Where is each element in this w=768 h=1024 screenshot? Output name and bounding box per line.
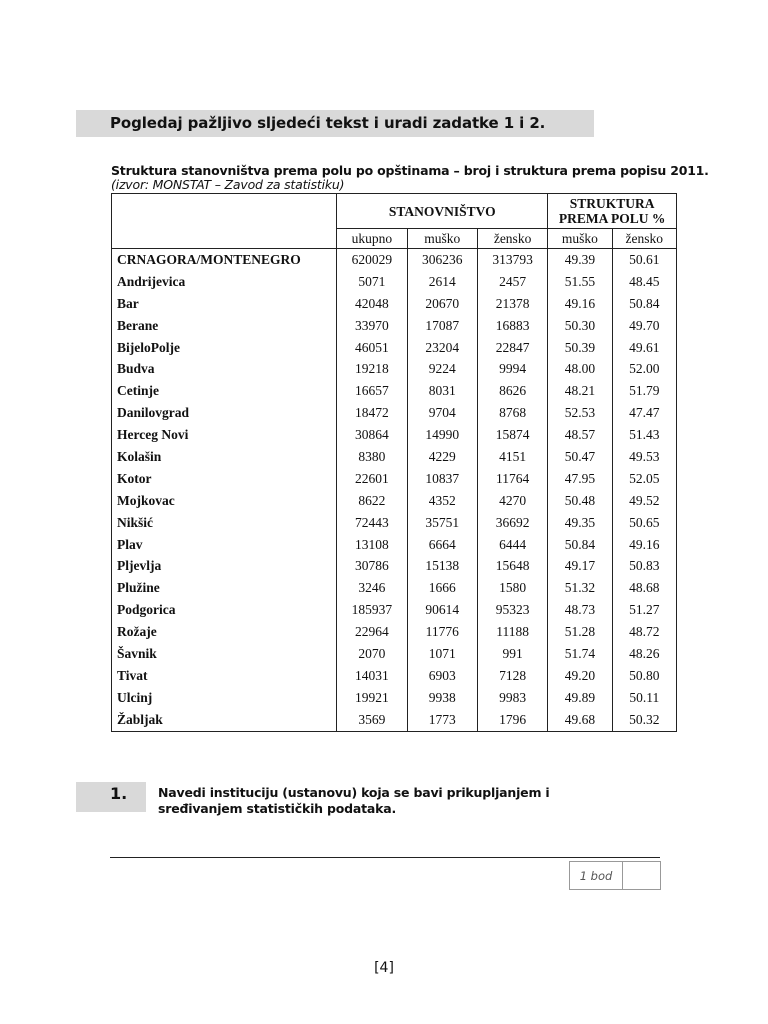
table-cell: 36692 [477,512,547,534]
table-cell: 49.35 [548,512,612,534]
table-cell: 1580 [477,577,547,599]
table-cell: 48.68 [612,577,676,599]
subheader-male-pct: muško [548,229,612,249]
table-body [112,249,677,732]
table-cell: 15138 [407,555,477,577]
table-row [112,468,677,490]
table-cell: 8031 [407,380,477,402]
table-source: (izvor: MONSTAT – Zavod za statistiku) [111,177,345,192]
answer-line[interactable] [110,857,660,858]
table-cell: 23204 [407,337,477,359]
table-cell: 52.05 [612,468,676,490]
table-cell: 47.47 [612,402,676,424]
table-cell: 6444 [477,534,547,556]
subheader-male: muško [407,229,477,249]
table-cell: 19921 [337,687,407,709]
table-cell: 6664 [407,534,477,556]
table-cell: 18472 [337,402,407,424]
table-row [112,380,677,402]
table-cell: 15648 [477,555,547,577]
table-cell: 42048 [337,293,407,315]
table-cell: 52.00 [612,358,676,380]
municipality-name: Danilovgrad [112,402,337,424]
table-row [112,358,677,380]
table-cell: 22847 [477,337,547,359]
table-cell: 17087 [407,315,477,337]
table-cell: 8768 [477,402,547,424]
table-cell: 19218 [337,358,407,380]
table-cell: 49.61 [612,337,676,359]
table-caption: Struktura stanovništva prema polu po opštinama – broj i struktura prema popisu 2011. [111,163,709,178]
table-row [112,599,677,621]
table-cell: 49.70 [612,315,676,337]
municipality-name: Pljevlja [112,555,337,577]
table-row [112,271,677,293]
subheader-total: ukupno [337,229,407,249]
municipality-name: Berane [112,315,337,337]
table-cell: 50.65 [612,512,676,534]
points-label: 1 bod [570,862,623,889]
group-header-population: STANOVNIŠTVO [337,194,548,229]
municipality-name: Bar [112,293,337,315]
table-row [112,643,677,665]
table-cell: 49.17 [548,555,612,577]
table-cell: 52.53 [548,402,612,424]
table-cell: 1773 [407,709,477,731]
instruction-banner [76,110,594,137]
municipality-name: Plužine [112,577,337,599]
page-number: [4] [374,960,394,976]
points-box [569,861,661,890]
table-cell: 50.48 [548,490,612,512]
municipality-name: Nikšić [112,512,337,534]
table-cell: 50.39 [548,337,612,359]
table-cell: 991 [477,643,547,665]
table-cell: 2457 [477,271,547,293]
table-cell: 49.53 [612,446,676,468]
table-cell: 11776 [407,621,477,643]
table-cell: 7128 [477,665,547,687]
table-cell: 95323 [477,599,547,621]
table-cell: 1796 [477,709,547,731]
table-cell: 4270 [477,490,547,512]
table-cell: 50.11 [612,687,676,709]
table-cell: 185937 [337,599,407,621]
table-cell: 4151 [477,446,547,468]
table-cell: 313793 [477,249,547,271]
municipality-name: Ulcinj [112,687,337,709]
table-row [112,577,677,599]
table-cell: 48.21 [548,380,612,402]
table-cell: 72443 [337,512,407,534]
municipality-name: Podgorica [112,599,337,621]
table-cell: 51.43 [612,424,676,446]
municipality-name: Šavnik [112,643,337,665]
table-cell: 4352 [407,490,477,512]
table-cell: 9704 [407,402,477,424]
municipality-name: Žabljak [112,709,337,731]
instruction-text: Pogledaj pažljivo sljedeći tekst i uradi zadatke 1 i 2. [110,114,546,132]
table-cell: 51.79 [612,380,676,402]
table-row [112,709,677,731]
question-number-box [76,782,146,812]
table-cell: 14031 [337,665,407,687]
question-number: 1. [110,784,128,803]
table-cell: 51.74 [548,643,612,665]
table-cell: 30786 [337,555,407,577]
municipality-name: Rožaje [112,621,337,643]
table-cell: 21378 [477,293,547,315]
table-row [112,446,677,468]
table-cell: 30864 [337,424,407,446]
table-cell: 47.95 [548,468,612,490]
table-cell: 5071 [337,271,407,293]
table-row [112,534,677,556]
table-cell: 48.45 [612,271,676,293]
table-cell: 9983 [477,687,547,709]
table-cell: 8622 [337,490,407,512]
table-cell: 16883 [477,315,547,337]
municipality-name: Tivat [112,665,337,687]
table-cell: 11188 [477,621,547,643]
table-cell: 50.84 [548,534,612,556]
table-cell: 50.84 [612,293,676,315]
table-cell: 13108 [337,534,407,556]
table-cell: 48.73 [548,599,612,621]
table-row [112,490,677,512]
table-cell: 46051 [337,337,407,359]
table-cell: 48.26 [612,643,676,665]
table-cell: 620029 [337,249,407,271]
municipality-name: Mojkovac [112,490,337,512]
table-cell: 48.72 [612,621,676,643]
table-cell: 22964 [337,621,407,643]
table-row [112,315,677,337]
table-cell: 16657 [337,380,407,402]
table-cell: 306236 [407,249,477,271]
municipality-name: Kotor [112,468,337,490]
table-cell: 22601 [337,468,407,490]
table-cell: 3246 [337,577,407,599]
table-cell: 4229 [407,446,477,468]
table-row [112,424,677,446]
municipality-name: Budva [112,358,337,380]
table-row [112,687,677,709]
subheader-female-pct: žensko [612,229,676,249]
table-row [112,293,677,315]
table-cell: 49.68 [548,709,612,731]
municipality-name: Kolašin [112,446,337,468]
table-cell: 50.83 [612,555,676,577]
table-cell: 49.20 [548,665,612,687]
table-cell: 8380 [337,446,407,468]
table-cell: 48.57 [548,424,612,446]
table-cell: 51.27 [612,599,676,621]
table-cell: 49.52 [612,490,676,512]
group-header-structure: STRUKTURA PREMA POLU % [548,194,677,229]
table-cell: 9994 [477,358,547,380]
table-cell: 90614 [407,599,477,621]
table-cell: 50.80 [612,665,676,687]
table-cell: 2070 [337,643,407,665]
municipality-name: Cetinje [112,380,337,402]
table-cell: 10837 [407,468,477,490]
table-row [112,402,677,424]
table-cell: 33970 [337,315,407,337]
blank-header-cell [112,194,337,249]
table-cell: 1666 [407,577,477,599]
municipality-name: Herceg Novi [112,424,337,446]
municipality-name: Plav [112,534,337,556]
table-row [112,512,677,534]
table-cell: 8626 [477,380,547,402]
points-score-field[interactable] [623,862,660,889]
table-cell: 50.47 [548,446,612,468]
table-cell: 49.16 [548,293,612,315]
table-cell: 49.89 [548,687,612,709]
table-row [112,249,677,271]
table-cell: 48.00 [548,358,612,380]
table-cell: 49.39 [548,249,612,271]
table-cell: 9938 [407,687,477,709]
table-cell: 50.61 [612,249,676,271]
table-cell: 20670 [407,293,477,315]
table-cell: 9224 [407,358,477,380]
table-cell: 1071 [407,643,477,665]
subheader-female: žensko [477,229,547,249]
municipality-name: Andrijevica [112,271,337,293]
table-cell: 49.16 [612,534,676,556]
table-cell: 51.28 [548,621,612,643]
municipality-name: BijeloPolje [112,337,337,359]
question-text: Navedi instituciju (ustanovu) koja se bavi prikupljanjem i sređivanjem statističkih podataka. [158,785,550,816]
table-row [112,337,677,359]
table-cell: 3569 [337,709,407,731]
table-cell: 51.55 [548,271,612,293]
table-cell: 35751 [407,512,477,534]
table-cell: 2614 [407,271,477,293]
table-row [112,555,677,577]
table-cell: 14990 [407,424,477,446]
table-row [112,621,677,643]
population-table [111,193,677,732]
table-cell: 50.30 [548,315,612,337]
table-cell: 15874 [477,424,547,446]
table-cell: 6903 [407,665,477,687]
table-row [112,665,677,687]
table-cell: 50.32 [612,709,676,731]
table-cell: 11764 [477,468,547,490]
municipality-name: CRNAGORA/MONTENEGRO [112,249,337,271]
table-cell: 51.32 [548,577,612,599]
